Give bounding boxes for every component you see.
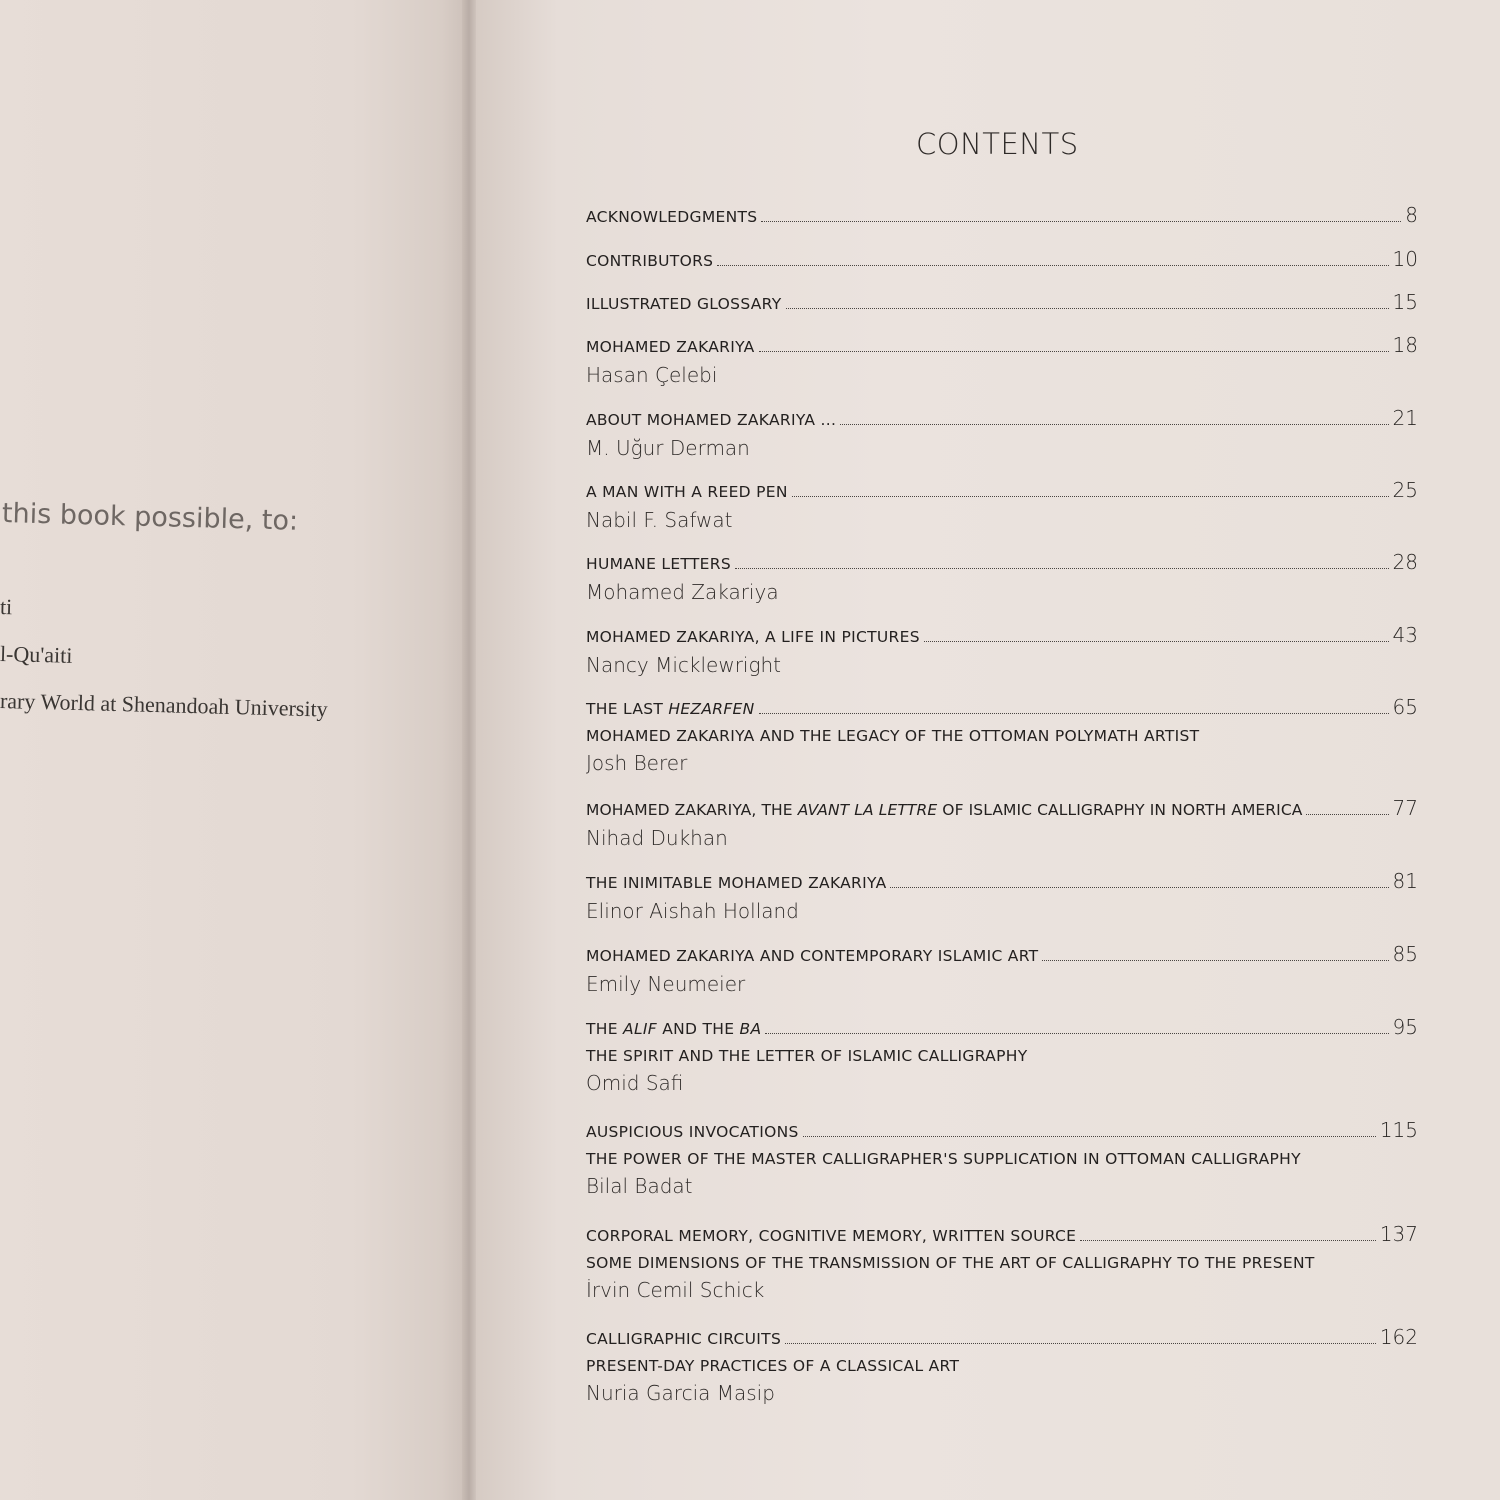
toc-entry-title [586,801,1302,819]
toc-entry [586,942,1418,996]
book-gutter [462,0,476,1500]
title-part: OF ISLAMIC CALLIGRAPHY IN NORTH AMERICA [937,801,1303,819]
toc-entry [586,1118,1418,1198]
toc-subtitle: SOME DIMENSIONS OF THE TRANSMISSION OF THE ART OF CALLIGRAPHY TO THE PRESENT [586,1254,1315,1272]
title-part: THE LAST [586,700,669,718]
toc-entry [586,550,1418,604]
toc-entry [586,203,1418,227]
dedication-line: rary World at Shenandoah University [0,688,328,722]
toc-entry-title: AUSPICIOUS INVOCATIONS [586,1123,799,1141]
toc-entry [586,247,1418,271]
toc-entry [586,1325,1418,1405]
title-italic-part: AVANT LA LETTRE [797,801,938,819]
toc-author: Nuria Garcia Masip [586,1381,775,1405]
dedication-line: ti [0,594,13,620]
title-italic-part: ALIF [623,1020,657,1038]
toc-entry [586,478,1418,532]
toc-author: Nihad Dukhan [586,826,728,850]
toc-entry-title: MOHAMED ZAKARIYA, A LIFE IN PICTURES [586,628,920,646]
toc-subtitle: PRESENT-DAY PRACTICES OF A CLASSICAL ART [586,1357,960,1375]
toc-entry [586,406,1418,460]
toc-entry [586,796,1418,850]
toc-author: M. Uğur Derman [586,436,750,460]
toc-page-number: 65 [1392,695,1418,719]
toc-page-number: 137 [1379,1222,1418,1246]
toc-page-number: 81 [1392,869,1418,893]
dot-leader [759,713,1389,714]
dot-leader [890,887,1388,888]
page-title: CONTENTS [916,127,1079,161]
title-italic-part: BA [739,1020,762,1038]
toc-author: Nabil F. Safwat [586,508,733,532]
toc-entry [586,1015,1418,1095]
toc-entry-title: CONTRIBUTORS [586,252,714,270]
left-page [0,0,470,1500]
toc-page-number: 95 [1392,1015,1418,1039]
title-italic-part: HEZARFEN [668,700,755,718]
toc-author: Emily Neumeier [586,972,746,996]
toc-entry [586,695,1418,775]
toc-entry-title: CALLIGRAPHIC CIRCUITS [586,1330,782,1348]
dedication-text: this book possible, to: [1,498,299,537]
dot-leader [759,351,1389,352]
toc-page-number: 18 [1392,333,1418,357]
dot-leader [761,221,1401,222]
toc-subtitle: THE SPIRIT AND THE LETTER OF ISLAMIC CALLIGRAPHY [586,1047,1028,1065]
dot-leader [792,496,1389,497]
toc-page-number: 15 [1392,290,1418,314]
dot-leader [735,568,1389,569]
toc-author: Nancy Micklewright [586,653,781,677]
toc-page-number: 77 [1392,796,1418,820]
toc-author: Hasan Çelebi [586,363,718,387]
toc-entry-title: ABOUT MOHAMED ZAKARIYA ... [586,411,837,429]
dot-leader [803,1136,1376,1137]
toc-author: Josh Berer [586,751,688,775]
toc-entry-title: HUMANE LETTERS [586,555,731,573]
toc-page-number: 115 [1379,1118,1418,1142]
title-part: AND THE [656,1020,740,1038]
toc-entry-title: CORPORAL MEMORY, COGNITIVE MEMORY, WRITTEN SOURCE [586,1227,1077,1245]
toc-page-number: 162 [1379,1325,1418,1349]
toc-entry-title: ILLUSTRATED GLOSSARY [586,295,782,313]
toc-subtitle: MOHAMED ZAKARIYA AND THE LEGACY OF THE OTTOMAN POLYMATH ARTIST [586,727,1200,745]
right-page [476,0,1500,1500]
dot-leader [840,424,1388,425]
toc-entry-title: THE INIMITABLE MOHAMED ZAKARIYA [586,874,887,892]
toc-entry [586,333,1418,387]
dot-leader [1306,814,1388,815]
toc-page-number: 21 [1392,406,1418,430]
dot-leader [785,1343,1376,1344]
toc-page-number: 28 [1392,550,1418,574]
dot-leader [786,308,1389,309]
toc-page-number: 10 [1392,247,1418,271]
toc-page-number: 8 [1405,203,1418,227]
title-part: MOHAMED ZAKARIYA, THE [586,801,798,819]
toc-entry-title: ACKNOWLEDGMENTS [586,208,758,226]
toc-page-number: 43 [1392,623,1418,647]
toc-author: Omid Safi [586,1071,684,1095]
toc-entry [586,623,1418,677]
toc-author: Mohamed Zakariya [586,580,779,604]
toc-page-number: 85 [1392,942,1418,966]
toc-subtitle: THE POWER OF THE MASTER CALLIGRAPHER'S SUPPLICATION IN OTTOMAN CALLIGRAPHY [586,1150,1301,1168]
dot-leader [1080,1240,1376,1241]
toc-entry-title: MOHAMED ZAKARIYA AND CONTEMPORARY ISLAMIC ART [586,947,1039,965]
toc-entry-title [586,700,755,718]
dedication-line: l-Qu'aiti [0,641,73,668]
title-part: THE [586,1020,624,1038]
toc-author: İrvin Cemil Schick [586,1278,765,1302]
toc-entry [586,869,1418,923]
toc-author: Elinor Aishah Holland [586,899,799,923]
toc-page-number: 25 [1392,478,1418,502]
dot-leader [924,641,1389,642]
toc-entry [586,290,1418,314]
dot-leader [717,265,1388,266]
dot-leader [1042,960,1388,961]
toc-entry-title [586,1020,761,1038]
toc-entry [586,1222,1418,1302]
toc-entry-title: MOHAMED ZAKARIYA [586,338,755,356]
toc-author: Bilal Badat [586,1174,693,1198]
dot-leader [765,1033,1388,1034]
toc-entry-title: A MAN WITH A REED PEN [586,483,788,501]
